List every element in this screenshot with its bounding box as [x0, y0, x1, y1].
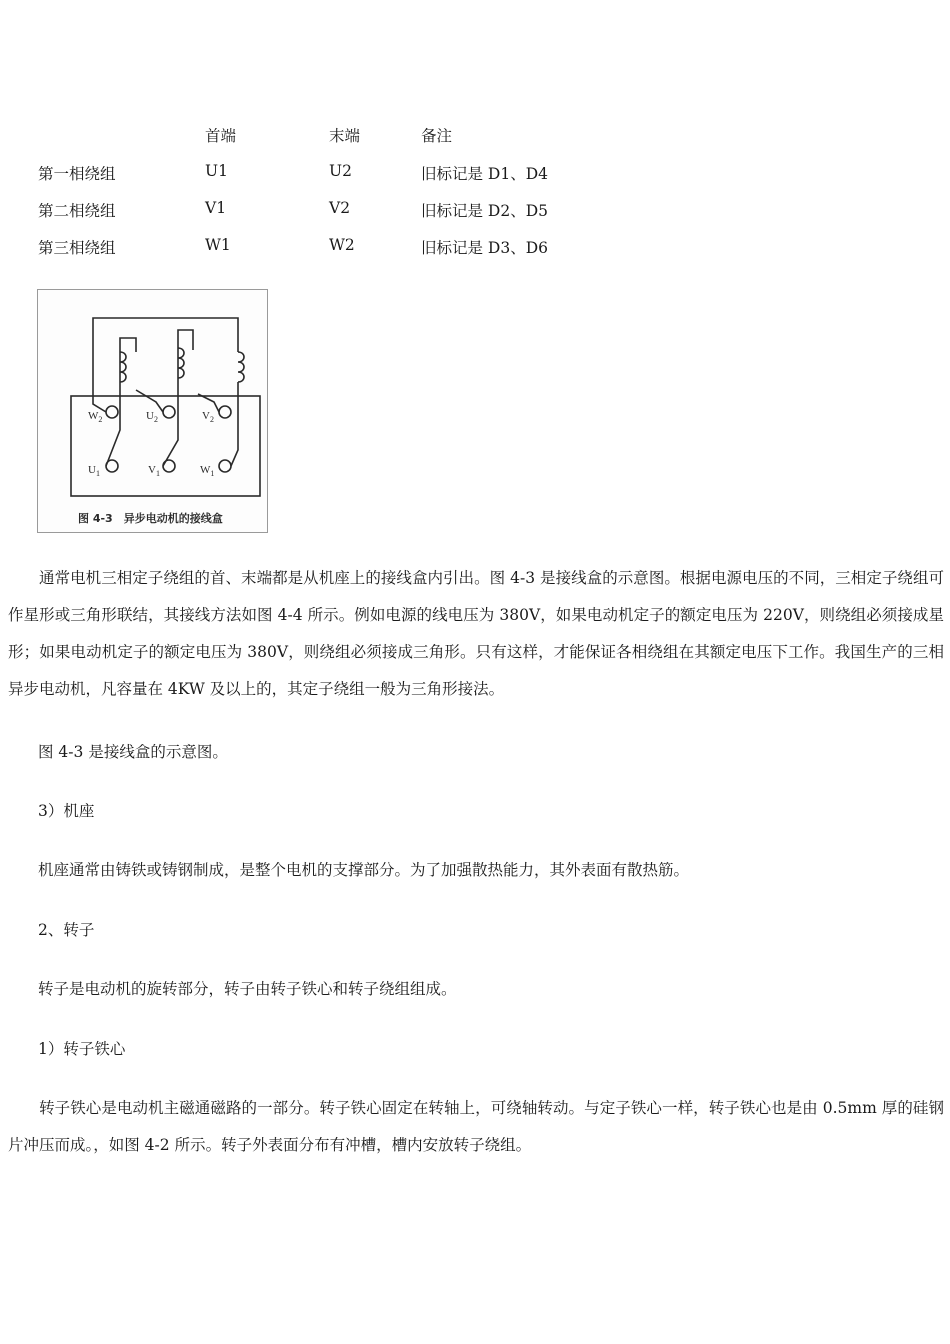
row3-name: 第三相绕组	[38, 239, 116, 257]
paragraph-frame: 机座通常由铸铁或铸钢制成，是整个电机的支撑部分。为了加强散热能力，其外表面有散热筋。	[38, 861, 690, 879]
row2-note: 旧标记是 D2、D5	[421, 202, 549, 220]
header-note: 备注	[421, 127, 453, 145]
row1-end: U2	[329, 162, 352, 180]
header-start: 首端	[205, 127, 237, 145]
label-w2: $W_2$	[88, 410, 103, 424]
coil2-winding	[178, 348, 184, 378]
paragraph-figure-ref: 图 4-3 是接线盒的示意图。	[38, 743, 228, 761]
label-v2: $V_2$	[202, 410, 214, 424]
row1-note: 旧标记是 D1、D4	[421, 165, 549, 183]
row3-note: 旧标记是 D3、D6	[421, 239, 549, 257]
coil1-wire	[120, 338, 136, 396]
terminal-box-figure	[37, 289, 268, 533]
label-u1: $U_1$	[88, 464, 100, 478]
label-v1: $V_1$	[148, 464, 160, 478]
terminal-box-diagram	[38, 290, 269, 534]
outer-wire	[93, 318, 238, 396]
row2-end: V2	[329, 199, 351, 217]
row3-start: W1	[205, 236, 231, 254]
row1-start: U1	[205, 162, 228, 180]
row1-name: 第一相绕组	[38, 165, 116, 183]
heading-frame: 3）机座	[38, 802, 95, 820]
heading-rotor: 2、转子	[38, 921, 95, 939]
row2-start: V1	[205, 199, 227, 217]
coil2-wire	[178, 330, 193, 396]
paragraph-wiring: 通常电机三相定子绕组的首、末端都是从机座上的接线盒内引出。图 4-3 是接线盒的示意图。根据电源电压的不同，三相定子绕组可作星形或三角形联结，其接线方法如图 4-4 所示。例如电源的线电压为 380V，如果电动机定子的额定电压为 220V，则绕组必须接成星形；如果电动机定子的额定电压为 380V，则绕组必须接成三角形。只有这样，才能保证各相绕组在其额定电压下工作。我国生产的三相异步电动机，凡容量在 4KW 及以上的，其定子绕组一般为三角形接法。	[8, 569, 944, 698]
paragraph-rotor-core: 转子铁心是电动机主磁通磁路的一部分。转子铁心固定在转轴上，可绕轴转动。与定子铁心一样，转子铁心也是由 0.5mm 厚的硅钢片冲压而成。，如图 4-2 所示。转子外表面分布有冲槽，槽内安放转子绕组。	[8, 1099, 944, 1154]
row3-end: W2	[329, 236, 355, 254]
heading-rotor-core: 1）转子铁心	[38, 1040, 126, 1058]
row2-name: 第二相绕组	[38, 202, 116, 220]
label-w1: $W_1$	[200, 464, 215, 478]
coil1-winding	[120, 352, 126, 382]
label-u2: $U_2$	[146, 410, 158, 424]
coil3-winding	[238, 352, 244, 382]
paragraph-rotor: 转子是电动机的旋转部分，转子由转子铁心和转子绕组组成。	[38, 980, 457, 998]
figure-caption: 图 4-3 异步电动机的接线盒	[78, 512, 223, 525]
header-end: 末端	[329, 127, 361, 145]
